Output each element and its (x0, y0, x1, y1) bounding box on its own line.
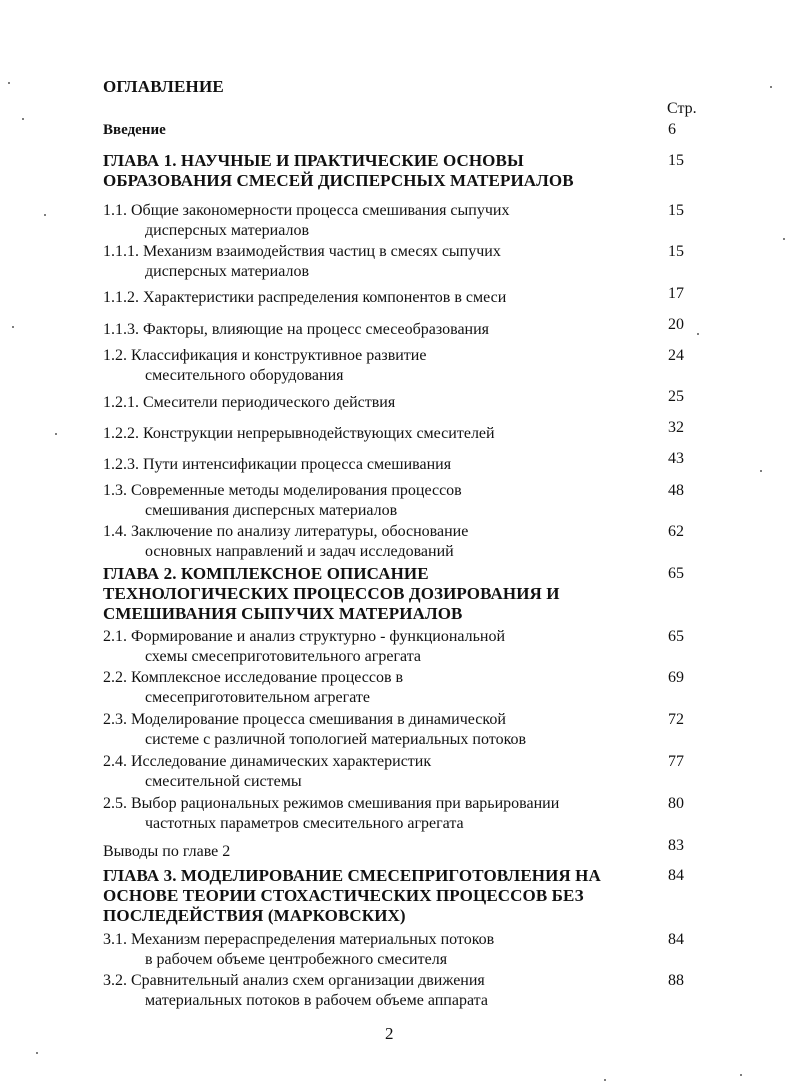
toc-page-1-2-3: 43 (668, 450, 684, 467)
toc-page-ch3: 84 (668, 867, 684, 884)
toc-page-1-2-2: 32 (668, 419, 684, 436)
toc-entry-line: 2.5. Выбор рациональных режимов смешивания при варьировании (103, 795, 560, 812)
toc-page-3-1: 84 (668, 931, 684, 948)
toc-entry-line: системе с различной топологией материальных потоков (145, 731, 527, 748)
toc-entry-1-2 (103, 346, 648, 386)
toc-entry-line: 1.3. Современные методы моделирования процессов (103, 482, 462, 499)
toc-page-1-1: 15 (668, 202, 684, 219)
scan-speck (760, 470, 762, 472)
toc-entry-2-1 (103, 627, 663, 667)
toc-page-2-5: 80 (668, 795, 684, 812)
toc-entry-intro (103, 120, 648, 140)
toc-entry-1-1-1 (103, 242, 648, 282)
scan-speck (740, 1074, 742, 1076)
toc-page-conclusions-2: 83 (668, 837, 684, 854)
toc-page-ch2: 65 (668, 565, 684, 582)
toc-page-1-3: 48 (668, 482, 684, 499)
page-column-header: Стр. (667, 100, 697, 117)
toc-entry-line: частотных параметров смесительного агрегата (145, 815, 464, 832)
toc-entry-line: дисперсных материалов (145, 263, 310, 280)
toc-title: ОГЛАВЛЕНИЕ (103, 77, 224, 96)
toc-chapter-2 (103, 564, 663, 624)
toc-entry-line: 1.1.3. Факторы, влияющие на процесс смесеобразования (103, 321, 490, 338)
toc-entry-line: ГЛАВА 2. КОМПЛЕКСНОЕ ОПИСАНИЕ (103, 564, 429, 583)
toc-entry-line: материальных потоков в рабочем объеме аппарата (145, 992, 488, 1009)
toc-entry-line: 1.4. Заключение по анализу литературы, обоснование (103, 523, 469, 540)
toc-entry-1-3 (103, 481, 648, 521)
toc-entry-line: смешивания дисперсных материалов (145, 502, 398, 519)
toc-entry-1-1 (103, 201, 648, 241)
toc-entry-line: основных направлений и задач исследований (145, 543, 454, 560)
scan-speck (44, 214, 46, 216)
scan-speck (12, 326, 14, 328)
toc-entry-line: 1.2. Классификация и конструктивное развитие (103, 347, 427, 364)
toc-entry-line: смесительного оборудования (145, 367, 344, 384)
toc-entry-line: Выводы по главе 2 (103, 843, 231, 860)
toc-entry-3-1 (103, 930, 648, 970)
toc-page-3-2: 88 (668, 972, 684, 989)
toc-entry-1-2-1 (103, 393, 648, 413)
scan-speck (604, 1079, 606, 1081)
toc-chapter-3 (103, 866, 663, 926)
toc-entry-1-2-3 (103, 455, 648, 475)
scan-speck (55, 433, 57, 435)
scan-speck (22, 118, 24, 120)
toc-entry-1-1-2 (103, 288, 648, 308)
toc-entry-line: 2.3. Моделирование процесса смешивания в динамической (103, 711, 506, 728)
scan-speck (783, 238, 785, 240)
toc-entry-line: 2.4. Исследование динамических характеристик (103, 753, 432, 770)
toc-page-1-2-1: 25 (668, 388, 684, 405)
toc-entry-line: 2.1. Формирование и анализ структурно - функциональной (103, 628, 506, 645)
toc-entry-1-4 (103, 522, 648, 562)
toc-entry-line: 1.2.1. Смесители периодического действия (103, 394, 396, 411)
toc-entry-line: схемы смесеприготовительного агрегата (145, 648, 421, 665)
toc-entry-2-5 (103, 794, 663, 834)
toc-entry-line: Введение (103, 122, 166, 138)
toc-entry-line: в рабочем объеме центробежного смесителя (145, 951, 448, 968)
toc-page-1-4: 62 (668, 523, 684, 540)
toc-entry-line: СМЕШИВАНИЯ СЫПУЧИХ МАТЕРИАЛОВ (103, 604, 463, 623)
toc-page-ch1: 15 (668, 152, 684, 169)
scan-speck (770, 86, 772, 88)
toc-entry-2-2 (103, 668, 648, 708)
toc-entry-line: смесеприготовительном агрегате (145, 689, 370, 706)
toc-entry-line: 1.1.2. Характеристики распределения компонентов в смеси (103, 289, 507, 306)
toc-page-2-3: 72 (668, 711, 684, 728)
toc-page-2-1: 65 (668, 628, 684, 645)
toc-entry-line: 3.2. Сравнительный анализ схем организации движения (103, 972, 485, 989)
toc-page-1-1-2: 17 (668, 285, 684, 302)
toc-chapter-1 (103, 151, 648, 191)
page-number: 2 (385, 1024, 394, 1043)
toc-entry-line: ПОСЛЕДЕЙСТВИЯ (МАРКОВСКИХ) (103, 906, 406, 925)
toc-entry-2-4 (103, 752, 648, 792)
toc-entry-line: 3.1. Механизм перераспределения материальных потоков (103, 931, 495, 948)
toc-entry-1-2-2 (103, 424, 648, 444)
toc-page-1-1-3: 20 (668, 316, 684, 333)
toc-entry-line: 1.1.1. Механизм взаимодействия частиц в смесях сыпучих (103, 243, 501, 260)
toc-entry-line: дисперсных материалов (145, 222, 310, 239)
toc-page-1-2: 24 (668, 347, 684, 364)
toc-entry-line: 1.1. Общие закономерности процесса смешивания сыпучих (103, 202, 510, 219)
toc-entry-line: ОСНОВЕ ТЕОРИИ СТОХАСТИЧЕСКИХ ПРОЦЕССОВ БЕЗ (103, 886, 584, 905)
scan-speck (36, 1052, 38, 1054)
toc-entry-2-3 (103, 710, 663, 750)
toc-entry-line: ГЛАВА 3. МОДЕЛИРОВАНИЕ СМЕСЕПРИГОТОВЛЕНИЯ НА (103, 866, 601, 885)
toc-entry-line: 1.2.3. Пути интенсификации процесса смешивания (103, 456, 452, 473)
toc-entry-conclusions-2 (103, 842, 648, 862)
toc-entry-line: 1.2.2. Конструкции непрерывнодействующих смесителей (103, 425, 495, 442)
toc-entry-line: 2.2. Комплексное исследование процессов в (103, 669, 404, 686)
toc-entry-1-1-3 (103, 320, 648, 340)
toc-page-2-4: 77 (668, 753, 684, 770)
toc-page-intro: 6 (668, 121, 676, 138)
toc-entry-line: смесительной системы (145, 773, 302, 790)
scan-speck (697, 333, 699, 335)
toc-entry-line: ГЛАВА 1. НАУЧНЫЕ И ПРАКТИЧЕСКИЕ ОСНОВЫ (103, 151, 524, 170)
toc-entry-line: ТЕХНОЛОГИЧЕСКИХ ПРОЦЕССОВ ДОЗИРОВАНИЯ И (103, 584, 560, 603)
toc-entry-line: ОБРАЗОВАНИЯ СМЕСЕЙ ДИСПЕРСНЫХ МАТЕРИАЛОВ (103, 171, 574, 190)
toc-page-2-2: 69 (668, 669, 684, 686)
toc-entry-3-2 (103, 971, 648, 1011)
scan-speck (8, 82, 10, 84)
toc-page-1-1-1: 15 (668, 243, 684, 260)
